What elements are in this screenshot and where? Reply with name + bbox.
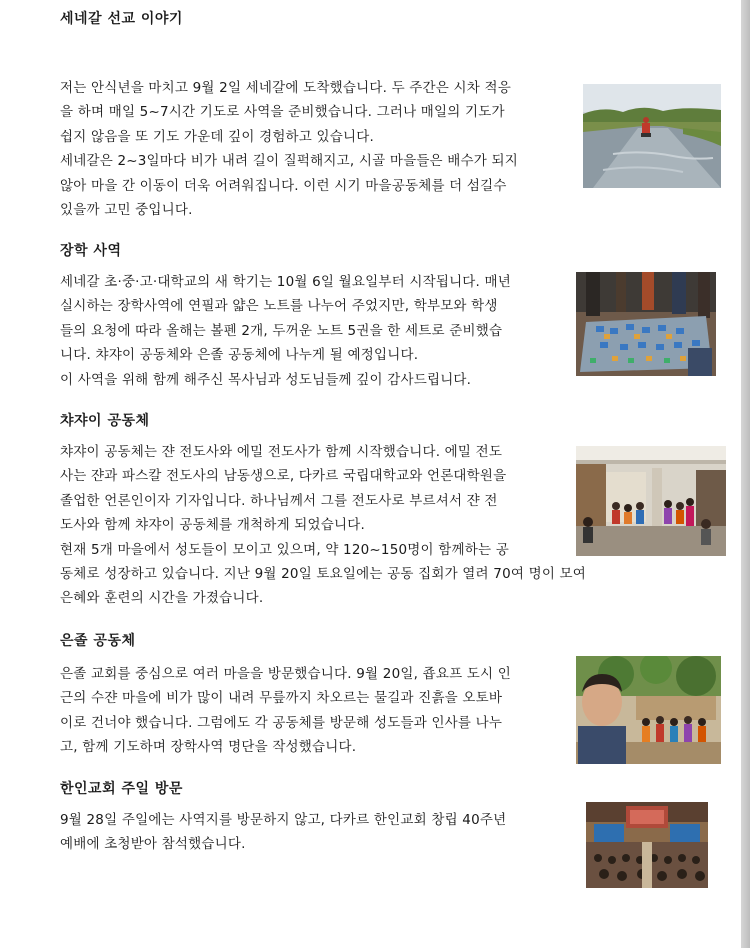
chajai-paragraph — [60, 440, 586, 611]
text-line: 쉽지 않음을 또 기도 가운데 깊이 경험하고 있습니다. — [60, 128, 374, 145]
document-title: 세네갈 선교 이야기 — [60, 11, 183, 27]
text-line: 현재 5개 마을에서 성도들이 모이고 있으며, 약 120~150명이 함께하는 공 — [60, 541, 509, 558]
flooded-road-photo — [583, 84, 721, 188]
text-line: 들의 요청에 따라 올해는 볼펜 2개, 두꺼운 노트 5권을 한 세트로 준비했습 — [60, 322, 503, 339]
text-line: 9월 28일 주일에는 사역지를 방문하지 않고, 다카르 한인교회 창립 40주년 — [60, 812, 507, 828]
korean-church-heading: 한인교회 주일 방문 — [60, 781, 183, 797]
enjol-paragraph — [60, 662, 511, 760]
text-line: 세네갈 초·중·고·대학교의 새 학기는 10월 6일 월요일부터 시작됩니다. 매년 — [60, 274, 512, 290]
text-line: 있을까 고민 중입니다. — [60, 202, 193, 219]
chajai-gathering-photo — [576, 446, 726, 556]
text-line: 저는 안식년을 마치고 9월 2일 세네갈에 도착했습니다. 두 주간은 시차 적응 — [60, 80, 511, 96]
text-line: 실시하는 장학사역에 연필과 얇은 노트를 나누어 주었지만, 학부모와 학생 — [60, 298, 498, 315]
text-line: 세네갈은 2~3일마다 비가 내려 길이 질퍽해지고, 시골 마을들은 배수가 되지 — [60, 153, 518, 170]
text-line: 않아 마을 간 이동이 더욱 어려워집니다. 이런 시기 마을공동체를 더 섬길수 — [60, 177, 507, 194]
text-line: 니다. 챠쟈이 공동체와 은졸 공동체에 나누게 될 예정입니다. — [60, 347, 419, 364]
text-line: 도사와 함께 챠쟈이 공동체를 개척하게 되었습니다. — [60, 517, 366, 534]
scholarship-paragraph — [60, 270, 511, 392]
chajai-heading: 챠쟈이 공동체 — [60, 413, 150, 429]
enjol-village-photo — [576, 656, 721, 764]
text-line: 챠쟈이 공동체는 쟌 전도사와 에밀 전도사가 함께 시작했습니다. 에밀 전도 — [60, 444, 503, 460]
korean-church-paragraph — [60, 808, 506, 857]
text-line: 졸업한 언론인이자 기자입니다. 하나님께서 그를 전도사로 부르셔서 쟌 전 — [60, 492, 498, 509]
intro-paragraph — [60, 76, 518, 222]
text-line: 근의 수쟌 마을에 비가 많이 내려 무릎까지 차오르는 물길과 진흙을 오토바 — [60, 690, 503, 707]
text-line: 동체로 성장하고 있습니다. 지난 9월 20일 토요일에는 공동 집회가 열려 70여 명이 모여 — [60, 566, 587, 583]
text-line: 이로 건너야 했습니다. 그럼에도 각 공동체를 방문해 성도들과 인사를 나누 — [60, 714, 503, 731]
text-line: 예배에 초청받아 참석했습니다. — [60, 836, 246, 853]
text-line: 고, 함께 기도하며 장학사역 명단을 작성했습니다. — [60, 739, 357, 756]
text-line: 은혜와 훈련의 시간을 가졌습니다. — [60, 590, 264, 607]
text-line: 은졸 교회를 중심으로 여러 마을을 방문했습니다. 9월 20일, 죱요프 도시 인 — [60, 666, 512, 682]
text-line: 을 하며 매일 5~7시간 기도로 사역을 준비했습니다. 그러나 매일의 기도가 — [60, 104, 505, 121]
enjol-heading: 은졸 공동체 — [60, 633, 136, 649]
page-edge-shadow — [741, 0, 750, 948]
text-line: 사는 쟌과 파스칼 전도사의 남동생으로, 다카르 국립대학교와 언론대학원을 — [60, 468, 507, 485]
korean-church-worship-photo — [586, 802, 708, 888]
scholarship-heading: 장학 사역 — [60, 243, 122, 259]
notebooks-distribution-photo — [576, 272, 716, 376]
text-line: 이 사역을 위해 함께 해주신 목사님과 성도님들께 깊이 감사드립니다. — [60, 371, 472, 388]
